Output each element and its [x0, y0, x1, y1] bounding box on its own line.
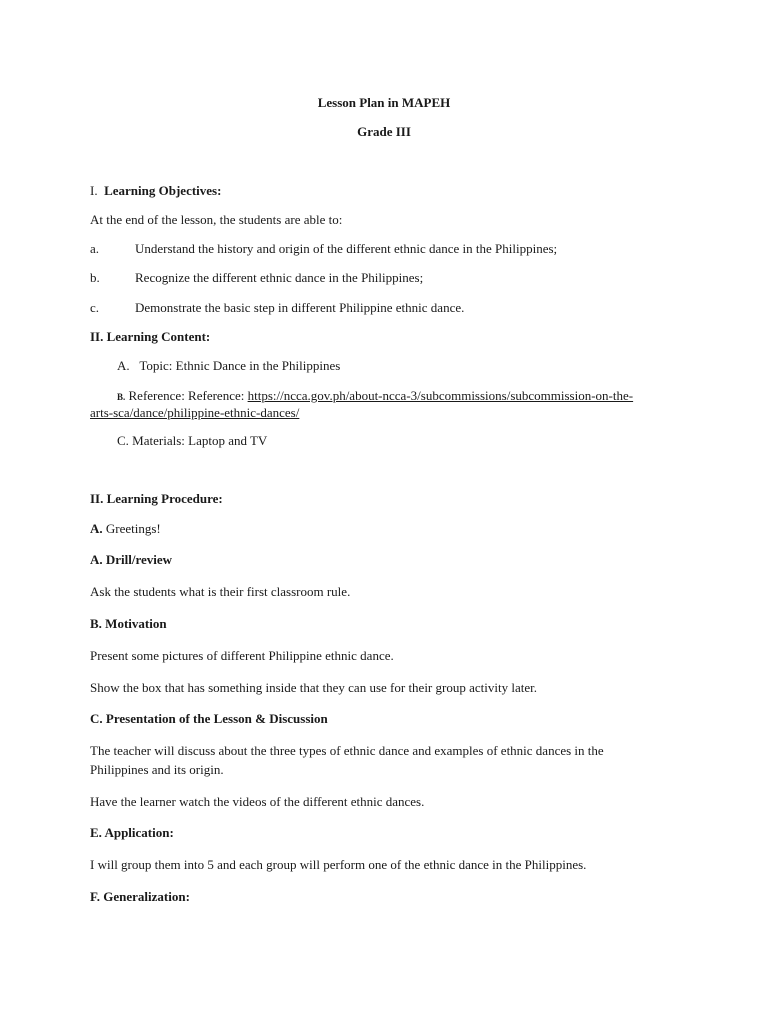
objective-item-a	[90, 240, 557, 257]
topic-marker: A.	[117, 358, 130, 373]
objectives-title: Learning Objectives:	[104, 183, 222, 198]
grade-level: Grade III	[357, 124, 411, 139]
objective-marker: a.	[90, 241, 100, 256]
motivation-text-1: Present some pictures of different Philippine ethnic dance.	[90, 648, 394, 663]
drill-heading: A. Drill/review	[90, 552, 173, 567]
reference-link-line2[interactable]: arts-sca/dance/philippine-ethnic-dances/	[90, 405, 300, 420]
presentation-text-1-continued: Philippines and its origin.	[90, 762, 224, 777]
objective-text: Recognize the different ethnic dance in the Philippines;	[135, 270, 424, 285]
content-heading: II. Learning Content:	[90, 329, 211, 344]
topic-text: Topic: Ethnic Dance in the Philippines	[139, 358, 341, 373]
content-topic	[117, 357, 340, 374]
drill-text: Ask the students what is their first classroom rule.	[90, 584, 351, 599]
generalization-heading: F. Generalization:	[90, 889, 190, 904]
procedure-heading: II. Learning Procedure:	[90, 491, 223, 506]
presentation-text-2: Have the learner watch the videos of the different ethnic dances.	[90, 794, 425, 809]
presentation-text-1: The teacher will discuss about the three types of ethnic dance and examples of ethnic dances in the	[90, 743, 604, 758]
objective-marker: c.	[90, 300, 100, 315]
reference-link[interactable]: https://ncca.gov.ph/about-ncca-3/subcommissions/subcommission-on-the-	[247, 388, 634, 403]
motivation-heading: B. Motivation	[90, 616, 167, 631]
objectives-heading	[90, 182, 221, 199]
application-text: I will group them into 5 and each group will perform one of the ethnic dance in the Philippines.	[90, 857, 587, 872]
content-materials: C. Materials: Laptop and TV	[117, 433, 268, 448]
objectives-numeral: I.	[90, 183, 98, 198]
objective-text: Demonstrate the basic step in different Philippine ethnic dance.	[135, 300, 465, 315]
greetings-text: Greetings!	[102, 521, 161, 536]
motivation-text-2: Show the box that has something inside that they can use for their group activity later.	[90, 680, 537, 695]
objective-text: Understand the history and origin of the different ethnic dance in the Philippines;	[135, 241, 558, 256]
application-heading: E. Application:	[90, 825, 174, 840]
greetings-marker: A.	[90, 521, 103, 536]
reference-link-continued	[90, 404, 299, 421]
procedure-greetings	[90, 520, 161, 537]
objective-item-c	[90, 299, 464, 316]
objective-marker: b.	[90, 270, 100, 285]
presentation-heading: C. Presentation of the Lesson & Discussion	[90, 711, 328, 726]
objective-item-b	[90, 269, 423, 286]
reference-label: Reference: Reference:	[128, 388, 248, 403]
document-title: Lesson Plan in MAPEH	[317, 95, 451, 110]
objectives-intro: At the end of the lesson, the students are able to:	[90, 212, 343, 227]
reference-marker: B.	[117, 392, 126, 402]
